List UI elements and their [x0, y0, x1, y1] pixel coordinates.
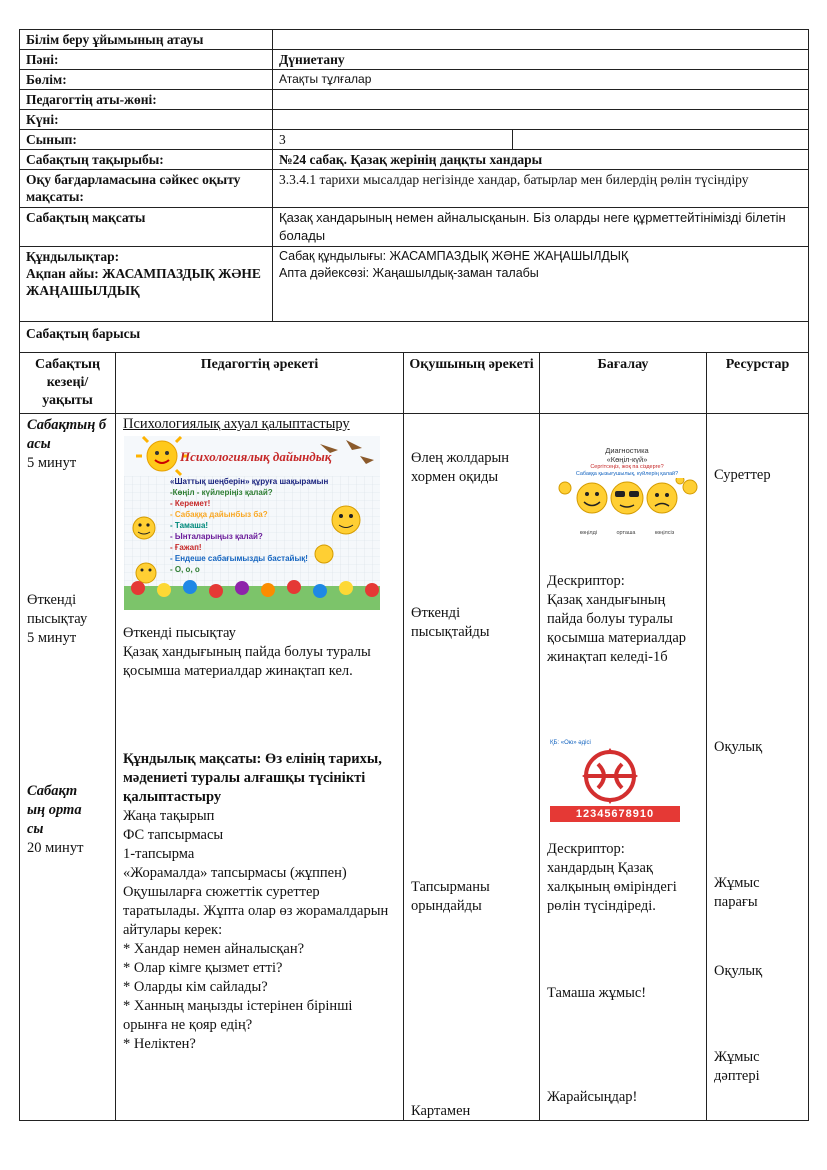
stage-review-time: 5 минут	[27, 630, 77, 646]
task1-text: Оқушыларға сюжеттік суреттер таратылады. Жұпта олар өз жорамалдарын айтулары керек:	[123, 884, 389, 938]
student-action-1: Өлең жолдарын хормен оқиды	[411, 450, 510, 485]
section-value: Атақты тұлғалар	[273, 70, 809, 90]
psych-poster	[124, 436, 380, 610]
face-label: орташа	[616, 530, 636, 536]
org-value	[273, 30, 809, 50]
process-table	[19, 352, 809, 1121]
student-action-4: Картамен	[411, 1103, 471, 1119]
poster-text	[170, 476, 360, 575]
goal-value: Қазақ хандарының немен айналысқанын. Біз оларды неге құрметтейтінімізді білетін болады	[273, 208, 809, 247]
stage-cell	[20, 414, 116, 1121]
col-student: Оқушының әрекеті	[404, 353, 540, 414]
col-assessment: Бағалау	[540, 353, 707, 414]
psych-heading: Психологиялық ахуал қалыптастыру	[123, 416, 350, 432]
poster-line: - Тамаша!	[170, 521, 209, 530]
org-label: Білім беру ұйымының атауы	[20, 30, 273, 50]
task1-name: «Жорамалда» тапсырмасы (жұппен)	[123, 865, 347, 881]
resource-2: Оқулық	[714, 739, 763, 755]
grade-label: Сынып:	[20, 130, 273, 150]
value-goal: Құндылық мақсаты: Өз елінің тарихы, мәдениеті туралы алғашқы түсінікті қалыптастыру	[123, 751, 382, 805]
question-4: * Ханның маңызды істерінен бірінші орынға не қояр едің?	[123, 998, 353, 1033]
student-cell	[404, 414, 540, 1121]
lesson-plan	[19, 29, 808, 1121]
praise-2: Жарайсыңдар!	[547, 1089, 638, 1105]
review-title: Өткенді пысықтау	[123, 625, 236, 641]
values-month: Ақпан айы: ЖАСАМПАЗДЫҚ ЖӘНЕ ЖАҢАШЫЛДЫҚ	[26, 266, 261, 298]
question-2: * Олар кімге қызмет етті?	[123, 960, 283, 976]
ornament-scale	[550, 740, 690, 826]
student-action-2: Өткенді пысықтайды	[411, 605, 490, 640]
question-1: * Хандар немен айналысқан?	[123, 941, 305, 957]
assessment-cell	[540, 414, 707, 1121]
grade-value: 3	[273, 130, 513, 150]
poster-line: - Керемет!	[170, 499, 211, 508]
resources-cell	[707, 414, 809, 1121]
topic-value: №24 сабақ. Қазақ жерінің даңқты хандары	[273, 150, 809, 170]
scale-digits: 12345678910	[550, 806, 680, 822]
diag-title: Диагностика	[605, 446, 649, 455]
poster-line: -Көңіл - күйлеріңіз қалай?	[170, 488, 273, 497]
values-lesson: Сабақ құндылығы: ЖАСАМПАЗДЫҚ ЖӘНЕ ЖАҢАШЫЛДЫҚ	[279, 249, 629, 263]
diagnostic-picture	[552, 446, 702, 536]
subject-label: Пәні:	[20, 50, 273, 70]
col-teacher: Педагогтің әрекеті	[116, 353, 404, 414]
teacher-cell	[116, 414, 404, 1121]
face-label: көңілсіз	[654, 530, 675, 536]
subject-value: Дүниетану	[273, 50, 809, 70]
poster-title: Психологиялық дайындық	[180, 449, 332, 464]
descriptor-2-title: Дескриптор:	[547, 841, 625, 857]
stage-middle-time: 20 минут	[27, 840, 84, 856]
teacher-label: Педагогтің аты-жөні:	[20, 90, 273, 110]
cool-face-icon	[611, 482, 643, 514]
stage-start-time: 5 минут	[27, 455, 77, 471]
values-label: Құндылықтар:	[26, 249, 120, 264]
review-text: Қазақ хандығының пайда болуы туралы қосымша материалдар жинақтап кел.	[123, 644, 371, 679]
descriptor-1-title: Дескриптор:	[547, 573, 625, 589]
task1: 1-тапсырма	[123, 846, 195, 862]
descriptor-1-text: Қазақ хандығының пайда болуы туралы қосымша материалдар жинақтап келеді-1б	[547, 592, 687, 665]
student-action-3: Тапсырманы орындайды	[411, 879, 490, 914]
section-label: Бөлім:	[20, 70, 273, 90]
col-stage: Сабақтың кезеңі/ уақыты	[20, 353, 116, 414]
question-5: * Неліктен?	[123, 1036, 196, 1052]
values-detail	[273, 247, 809, 322]
poster-line: - Ғажап!	[170, 543, 202, 552]
objective-label: Оқу бағдарламасына сәйкес оқыту мақсаты:	[20, 170, 273, 208]
stage-start-title: Сабақтың басы	[27, 417, 107, 452]
new-topic: Жаңа тақырып	[123, 808, 215, 824]
diag-sub: «Көңіл-күй»	[606, 455, 648, 464]
resource-1: Суреттер	[714, 467, 771, 483]
diag-line-2: Сабаққа қызығушылық, күйлерің қалай?	[575, 471, 679, 477]
poster-line: - Сабаққа дайынбыз ба?	[170, 510, 268, 519]
poster-line: - Ендеше сабағымызды бастайық!	[170, 554, 308, 563]
resource-4: Оқулық	[714, 963, 763, 979]
grade-extra	[513, 130, 809, 150]
emoji-faces-icon	[552, 478, 702, 518]
praise-1: Тамаша жұмыс!	[547, 985, 647, 1001]
descriptor-2-text: хандардың Қазақ халқының өміріндегі рөлін түсіндіреді.	[547, 860, 677, 914]
goal-label: Сабақтың мақсаты	[20, 208, 273, 247]
col-resources: Ресурстар	[707, 353, 809, 414]
face-labels	[552, 524, 702, 543]
topic-label: Сабақтың тақырыбы:	[20, 150, 273, 170]
poster-line: «Шаттық шеңберін» құруға шақырамын	[170, 477, 329, 486]
resource-5: Жұмыс дәптері	[714, 1049, 760, 1084]
face-label: көңілді	[579, 530, 598, 536]
values-week: Апта дәйексөзі: Жаңашылдық-заман талабы	[279, 266, 539, 280]
happy-face-icon	[577, 483, 607, 513]
process-label: Сабақтың барысы	[20, 322, 809, 353]
fs-task: ФС тапсырмасы	[123, 827, 224, 843]
poster-line: - Ынталарыңыз қалай?	[170, 532, 263, 541]
scale-label: ҚБ: «Ою» әдісі	[550, 740, 591, 746]
resource-3: Жұмыс парағы	[714, 875, 760, 910]
values-cell	[20, 247, 273, 322]
diag-line-1: Сергітсеңіз, жоқ па сіздерге?	[590, 464, 664, 470]
info-table	[19, 29, 809, 353]
date-value	[273, 110, 809, 130]
sad-face-icon	[647, 483, 677, 513]
objective-value: 3.3.4.1 тарихи мысалдар негізінде хандар, батырлар мен билердің рөлін түсіндіру	[273, 170, 809, 208]
poster-line: - О, о, о	[170, 565, 200, 574]
teacher-value	[273, 90, 809, 110]
date-label: Күні:	[20, 110, 273, 130]
ornament-icon	[550, 746, 690, 806]
question-3: * Оларды кім сайлады?	[123, 979, 268, 995]
stage-review-title: Өткенді пысықтау	[27, 592, 88, 627]
stage-middle-title: Сабақтың ортасы	[27, 783, 82, 837]
